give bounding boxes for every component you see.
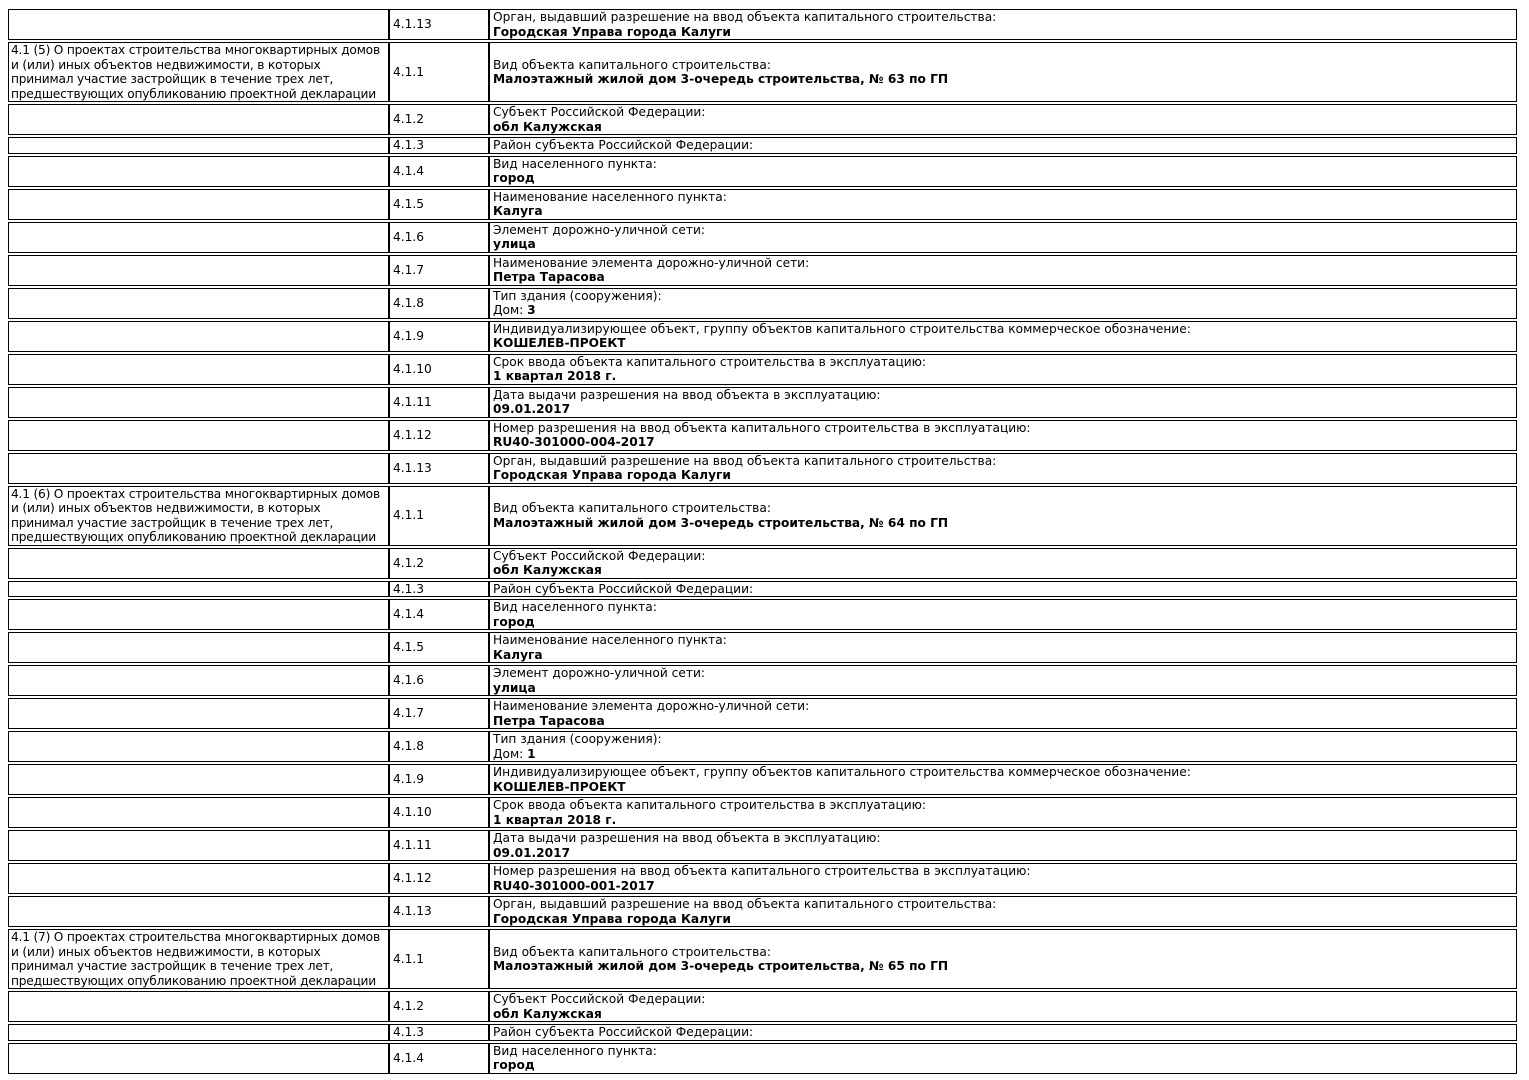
item-code: 4.1.13 bbox=[393, 460, 432, 475]
item-label: Наименование элемента дорожно-уличной сети: bbox=[493, 699, 810, 713]
item-code: 4.1.1 bbox=[393, 951, 425, 966]
item-label: Район субъекта Российской Федерации: bbox=[493, 138, 754, 152]
section-description-cell bbox=[8, 189, 389, 220]
item-code: 4.1.2 bbox=[393, 999, 425, 1014]
item-label: Наименование населенного пункта: bbox=[493, 633, 727, 647]
item-label: Дата выдачи разрешения на ввод объекта в эксплуатацию: bbox=[493, 387, 881, 402]
item-label: Наименование населенного пункта: bbox=[493, 189, 727, 204]
item-code: 4.1.5 bbox=[393, 196, 425, 211]
item-label: Номер разрешения на ввод объекта капитального строительства в эксплуатацию: bbox=[493, 420, 1031, 435]
item-value: Малоэтажный жилой дом 3-очередь строительства, № 64 по ГП bbox=[493, 515, 949, 530]
table-row bbox=[8, 830, 1517, 861]
section-description-cell bbox=[8, 387, 389, 418]
item-code-cell bbox=[389, 830, 489, 861]
item-label: Срок ввода объекта капитального строительства в эксплуатацию: bbox=[493, 798, 927, 812]
item-label: Элемент дорожно-уличной сети: bbox=[493, 666, 705, 680]
item-code-cell bbox=[389, 156, 489, 187]
item-label: Наименование элемента дорожно-уличной сети: bbox=[493, 255, 810, 270]
item-label: Район субъекта Российской Федерации: bbox=[493, 581, 754, 596]
item-content-cell bbox=[489, 764, 1517, 795]
item-value: город bbox=[493, 1058, 535, 1072]
item-code: 4.1.4 bbox=[393, 607, 425, 622]
table-row bbox=[8, 929, 1517, 989]
item-value-line bbox=[493, 648, 1516, 663]
item-content-cell bbox=[489, 42, 1517, 102]
item-value: город bbox=[493, 171, 535, 185]
item-value-line bbox=[493, 270, 1516, 285]
table-row bbox=[8, 189, 1517, 220]
item-code: 4.1.8 bbox=[393, 295, 425, 310]
section-description-cell bbox=[8, 453, 389, 484]
item-code-cell bbox=[389, 1043, 489, 1074]
item-value-line bbox=[493, 912, 1516, 927]
item-value-line bbox=[493, 516, 1516, 531]
item-content-cell bbox=[489, 420, 1517, 451]
item-value-line bbox=[493, 204, 1516, 219]
table-row bbox=[8, 104, 1517, 135]
section-description-cell bbox=[8, 698, 389, 729]
item-value: Петра Тарасова bbox=[493, 270, 605, 284]
section-description: 4.1 (5) О проектах строительства многоквартирных домов и (или) иных объектов недвижимости, в которых принимал участие застройщик в течение трех лет, предшествующих опубликованию проектной декларации bbox=[11, 43, 380, 101]
item-label: Вид объекта капитального строительства: bbox=[493, 501, 771, 515]
section-description-cell bbox=[8, 1024, 389, 1041]
item-code: 4.1.13 bbox=[393, 904, 432, 919]
item-content-cell bbox=[489, 548, 1517, 579]
item-label: Орган, выдавший разрешение на ввод объекта капитального строительства: bbox=[493, 453, 997, 468]
item-label: Номер разрешения на ввод объекта капитального строительства в эксплуатацию: bbox=[493, 864, 1031, 878]
section-description-cell bbox=[8, 255, 389, 286]
item-value: Калуга bbox=[493, 204, 543, 218]
item-code: 4.1.3 bbox=[393, 138, 425, 152]
item-code: 4.1.10 bbox=[393, 361, 432, 376]
item-value: улица bbox=[493, 237, 536, 251]
item-code: 4.1.12 bbox=[393, 427, 432, 442]
item-code-cell bbox=[389, 731, 489, 762]
item-code: 4.1.6 bbox=[393, 673, 425, 688]
item-code: 4.1.1 bbox=[393, 508, 425, 523]
table-row bbox=[8, 354, 1517, 385]
item-value-line bbox=[493, 747, 1516, 762]
item-code-cell bbox=[389, 863, 489, 894]
item-content-cell bbox=[489, 599, 1517, 630]
item-value: 3 bbox=[527, 303, 536, 317]
item-code-cell bbox=[389, 9, 489, 40]
item-content-cell bbox=[489, 731, 1517, 762]
item-content-cell bbox=[489, 189, 1517, 220]
item-label: Вид объекта капитального строительства: bbox=[493, 57, 771, 72]
item-code: 4.1.8 bbox=[393, 739, 425, 754]
item-code-cell bbox=[389, 991, 489, 1022]
item-value: КОШЕЛЕВ-ПРОЕКТ bbox=[493, 779, 626, 794]
table-row bbox=[8, 731, 1517, 762]
section-description-cell bbox=[8, 9, 389, 40]
item-value-line bbox=[493, 237, 1516, 252]
item-value-line bbox=[493, 959, 1516, 974]
item-code-cell bbox=[389, 548, 489, 579]
section-description-cell bbox=[8, 764, 389, 795]
table-row bbox=[8, 548, 1517, 579]
table-row bbox=[8, 764, 1517, 795]
item-value-line bbox=[493, 402, 1516, 417]
item-value: Малоэтажный жилой дом 3-очередь строительства, № 63 по ГП bbox=[493, 72, 949, 86]
item-label: Субъект Российской Федерации: bbox=[493, 105, 706, 119]
item-content-cell bbox=[489, 387, 1517, 418]
item-content-cell bbox=[489, 9, 1517, 40]
table-row bbox=[8, 42, 1517, 102]
item-label: Срок ввода объекта капитального строительства в эксплуатацию: bbox=[493, 354, 927, 369]
item-content-cell bbox=[489, 156, 1517, 187]
item-value-line bbox=[493, 435, 1516, 450]
item-content-cell bbox=[489, 354, 1517, 385]
table-row bbox=[8, 863, 1517, 894]
item-code-cell bbox=[389, 453, 489, 484]
item-label: Дата выдачи разрешения на ввод объекта в эксплуатацию: bbox=[493, 831, 881, 845]
item-value: RU40-301000-004-2017 bbox=[493, 435, 655, 449]
item-value: улица bbox=[493, 680, 536, 695]
item-code: 4.1.6 bbox=[393, 229, 425, 244]
item-content-cell bbox=[489, 255, 1517, 286]
table-row bbox=[8, 255, 1517, 286]
item-value-line bbox=[493, 780, 1516, 795]
table-row bbox=[8, 222, 1517, 253]
item-label: Вид населенного пункта: bbox=[493, 1043, 657, 1058]
item-content-cell bbox=[489, 698, 1517, 729]
item-code-cell bbox=[389, 189, 489, 220]
item-content-cell bbox=[489, 222, 1517, 253]
item-value-line bbox=[493, 813, 1516, 828]
table-row bbox=[8, 137, 1517, 154]
section-description-cell bbox=[8, 137, 389, 154]
item-content-cell bbox=[489, 137, 1517, 154]
item-value: обл Калужская bbox=[493, 119, 602, 134]
item-content-cell bbox=[489, 104, 1517, 135]
item-code: 4.1.9 bbox=[393, 328, 425, 343]
section-description-cell bbox=[8, 156, 389, 187]
item-value: КОШЕЛЕВ-ПРОЕКТ bbox=[493, 336, 626, 350]
item-code-cell bbox=[389, 420, 489, 451]
item-code: 4.1.11 bbox=[393, 838, 432, 853]
item-code-cell bbox=[389, 104, 489, 135]
item-value-line bbox=[493, 714, 1516, 729]
item-code-cell bbox=[389, 797, 489, 828]
item-label: Субъект Российской Федерации: bbox=[493, 992, 706, 1006]
item-label: Тип здания (сооружения): bbox=[493, 732, 662, 746]
item-label: Вид населенного пункта: bbox=[493, 156, 657, 171]
item-code-cell bbox=[389, 698, 489, 729]
item-content-cell bbox=[489, 288, 1517, 319]
item-code-cell bbox=[389, 255, 489, 286]
item-code: 4.1.10 bbox=[393, 805, 432, 820]
item-content-cell bbox=[489, 665, 1517, 696]
item-code-cell bbox=[389, 1024, 489, 1041]
item-value-line bbox=[493, 1007, 1516, 1022]
item-content-cell bbox=[489, 1024, 1517, 1041]
item-content-cell bbox=[489, 453, 1517, 484]
table-row bbox=[8, 698, 1517, 729]
item-value: 09.01.2017 bbox=[493, 845, 571, 860]
item-code-cell bbox=[389, 288, 489, 319]
section-description-cell bbox=[8, 42, 389, 102]
item-code-cell bbox=[389, 42, 489, 102]
table-row bbox=[8, 387, 1517, 418]
item-value-prefix: Дом: bbox=[493, 303, 528, 317]
item-value: обл Калужская bbox=[493, 1006, 602, 1021]
table-row bbox=[8, 632, 1517, 663]
table-row bbox=[8, 9, 1517, 40]
item-value: 1 bbox=[527, 746, 536, 761]
item-label: Субъект Российской Федерации: bbox=[493, 548, 706, 563]
item-value: Городская Управа города Калуги bbox=[493, 24, 731, 39]
item-value: город bbox=[493, 614, 535, 629]
item-code: 4.1.1 bbox=[393, 64, 425, 79]
item-code-cell bbox=[389, 354, 489, 385]
item-content-cell bbox=[489, 1043, 1517, 1074]
item-content-cell bbox=[489, 632, 1517, 663]
item-value-line bbox=[493, 846, 1516, 861]
table-row bbox=[8, 486, 1517, 546]
section-description-cell bbox=[8, 420, 389, 451]
table-row bbox=[8, 453, 1517, 484]
section-description-cell bbox=[8, 104, 389, 135]
section-description-cell bbox=[8, 1043, 389, 1074]
item-value-line bbox=[493, 615, 1516, 630]
item-content-cell bbox=[489, 486, 1517, 546]
item-value-line bbox=[493, 369, 1516, 384]
item-code: 4.1.9 bbox=[393, 772, 425, 787]
section-description-cell bbox=[8, 599, 389, 630]
item-value: Городская Управа города Калуги bbox=[493, 468, 731, 482]
table-row bbox=[8, 321, 1517, 352]
item-value: 1 квартал 2018 г. bbox=[493, 369, 617, 383]
section-description-cell bbox=[8, 486, 389, 546]
item-code: 4.1.7 bbox=[393, 262, 425, 277]
section-description-cell bbox=[8, 581, 389, 598]
item-code-cell bbox=[389, 764, 489, 795]
item-code-cell bbox=[389, 222, 489, 253]
section-description-cell bbox=[8, 321, 389, 352]
item-code-cell bbox=[389, 486, 489, 546]
item-value-line bbox=[493, 681, 1516, 696]
item-content-cell bbox=[489, 896, 1517, 927]
item-content-cell bbox=[489, 929, 1517, 989]
item-code: 4.1.13 bbox=[393, 17, 432, 32]
item-code: 4.1.12 bbox=[393, 871, 432, 886]
item-value: обл Калужская bbox=[493, 563, 602, 577]
item-code-cell bbox=[389, 387, 489, 418]
item-content-cell bbox=[489, 581, 1517, 598]
item-value: Петра Тарасова bbox=[493, 713, 605, 728]
item-value-line bbox=[493, 303, 1516, 318]
section-description-cell bbox=[8, 991, 389, 1022]
item-code: 4.1.4 bbox=[393, 163, 425, 178]
table-row bbox=[8, 1024, 1517, 1041]
table-row bbox=[8, 1043, 1517, 1074]
item-content-cell bbox=[489, 321, 1517, 352]
item-label: Орган, выдавший разрешение на ввод объекта капитального строительства: bbox=[493, 10, 997, 24]
table-row bbox=[8, 288, 1517, 319]
item-value-line bbox=[493, 120, 1516, 135]
item-label: Индивидуализирующее объект, группу объектов капитального строительства коммерческое обозначение: bbox=[493, 765, 1191, 779]
section-description: 4.1 (6) О проектах строительства многоквартирных домов и (или) иных объектов недвижимости, в которых принимал участие застройщик в течение трех лет, предшествующих опубликованию проектной декларации bbox=[11, 486, 380, 544]
section-description-cell bbox=[8, 354, 389, 385]
item-code: 4.1.4 bbox=[393, 1050, 425, 1065]
section-description-cell bbox=[8, 288, 389, 319]
item-value: 09.01.2017 bbox=[493, 402, 571, 416]
item-value: RU40-301000-001-2017 bbox=[493, 878, 655, 893]
item-label: Элемент дорожно-уличной сети: bbox=[493, 222, 705, 237]
item-code-cell bbox=[389, 896, 489, 927]
table-row bbox=[8, 156, 1517, 187]
item-value: Калуга bbox=[493, 647, 543, 662]
section-description-cell bbox=[8, 548, 389, 579]
item-code-cell bbox=[389, 599, 489, 630]
item-value-line bbox=[493, 879, 1516, 894]
item-value-line bbox=[493, 25, 1516, 40]
item-code: 4.1.5 bbox=[393, 640, 425, 655]
section-description-cell bbox=[8, 797, 389, 828]
item-value-line bbox=[493, 563, 1516, 578]
table-row bbox=[8, 797, 1517, 828]
item-value-line bbox=[493, 72, 1516, 87]
item-value: 1 квартал 2018 г. bbox=[493, 812, 617, 827]
section-description-cell bbox=[8, 830, 389, 861]
item-label: Вид населенного пункта: bbox=[493, 600, 657, 614]
item-value-line bbox=[493, 1058, 1516, 1073]
item-content-cell bbox=[489, 797, 1517, 828]
item-code-cell bbox=[389, 581, 489, 598]
section-description-cell bbox=[8, 632, 389, 663]
item-content-cell bbox=[489, 863, 1517, 894]
item-code: 4.1.3 bbox=[393, 1025, 425, 1039]
item-code: 4.1.3 bbox=[393, 581, 425, 596]
item-value: Городская Управа города Калуги bbox=[493, 911, 731, 926]
section-description-cell bbox=[8, 929, 389, 989]
item-code-cell bbox=[389, 137, 489, 154]
item-code-cell bbox=[389, 929, 489, 989]
item-value-line bbox=[493, 171, 1516, 186]
item-content-cell bbox=[489, 830, 1517, 861]
item-code: 4.1.2 bbox=[393, 555, 425, 570]
item-code-cell bbox=[389, 321, 489, 352]
item-value-line bbox=[493, 336, 1516, 351]
item-label: Вид объекта капитального строительства: bbox=[493, 944, 771, 959]
item-code-cell bbox=[389, 665, 489, 696]
table-row bbox=[8, 896, 1517, 927]
section-description-cell bbox=[8, 863, 389, 894]
item-code: 4.1.11 bbox=[393, 394, 432, 409]
table-row bbox=[8, 991, 1517, 1022]
item-value-line bbox=[493, 468, 1516, 483]
table-row bbox=[8, 581, 1517, 598]
table-row bbox=[8, 420, 1517, 451]
item-label: Индивидуализирующее объект, группу объектов капитального строительства коммерческое обозначение: bbox=[493, 321, 1191, 336]
section-description-cell bbox=[8, 222, 389, 253]
section-description-cell bbox=[8, 665, 389, 696]
section-description-cell bbox=[8, 896, 389, 927]
item-value: Малоэтажный жилой дом 3-очередь строительства, № 65 по ГП bbox=[493, 959, 949, 973]
section-description: 4.1 (7) О проектах строительства многоквартирных домов и (или) иных объектов недвижимости, в которых принимал участие застройщик в течение трех лет, предшествующих опубликованию проектной декларации bbox=[11, 930, 380, 988]
table-row bbox=[8, 599, 1517, 630]
item-label: Орган, выдавший разрешение на ввод объекта капитального строительства: bbox=[493, 897, 997, 911]
declaration-table bbox=[8, 9, 1517, 1074]
item-value-prefix: Дом: bbox=[493, 746, 528, 761]
table-row bbox=[8, 665, 1517, 696]
section-description-cell bbox=[8, 731, 389, 762]
item-code-cell bbox=[389, 632, 489, 663]
item-label: Район субъекта Российской Федерации: bbox=[493, 1025, 754, 1039]
item-label: Тип здания (сооружения): bbox=[493, 288, 662, 303]
item-content-cell bbox=[489, 991, 1517, 1022]
item-code: 4.1.2 bbox=[393, 112, 425, 127]
item-code: 4.1.7 bbox=[393, 706, 425, 721]
